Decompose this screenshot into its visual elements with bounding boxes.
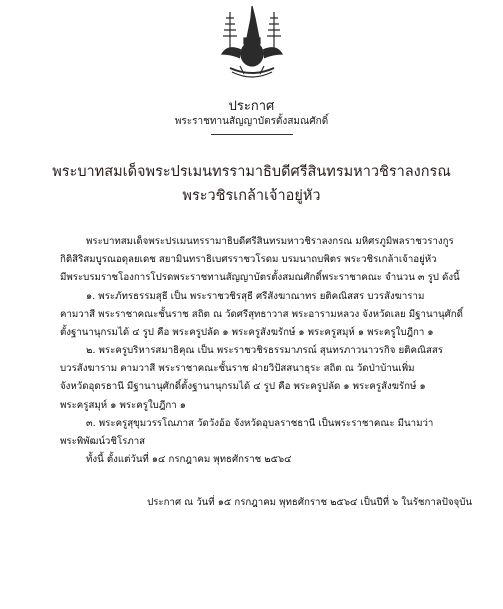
item-3-line: ๓. พระครูสุขุมวรรโณภาส วัดวังอ้อ จังหวัดอุบลราชธานี เป็นพระราชาคณะ มีนามว่า xyxy=(86,418,434,429)
thai-royal-emblem-icon xyxy=(216,4,288,84)
intro-line: กิติสิริสมบูรณอดุลยเดช สยามินทราธิเบศรราชวโรดม บรมนาถบพิตร พระวชิรเกล้าเจ้าอยู่หัว xyxy=(60,254,437,266)
heading-divider xyxy=(211,134,293,135)
intro-line: พระบาทสมเด็จพระปรเมนทรรามาธิบดีศรีสินทรมหาวชิราลงกรณ มหิศรภูมิพลราชวรางกูร xyxy=(86,236,454,247)
item-2-line: ๒. พระครูบริหารสมาธิคุณ เป็น พระราชวชิรธรรมาภรณ์ สุนทรภาวนาวรกิจ ยติคณิสสร xyxy=(86,345,443,356)
item-2-line: บวรสังฆาราม คามวาสี พระราชาคณะชั้นราช ฝ่ายวิปัสสนาธุระ สถิต ณ วัดป่าบ้านเพิ่ม xyxy=(60,363,415,375)
item-1-line: ตั้งฐานานุกรมได้ ๔ รูป คือ พระครูปลัด ๑ พระครูสังฆรักษ์ ๑ พระครูสมุห์ ๑ พระครูใบฎีกา ๑ xyxy=(60,327,434,339)
item-2-line: พระครูสมุห์ ๑ พระครูใบฎีกา ๑ xyxy=(60,399,186,411)
item-3-line: พระพิพัฒน์วชิโรภาส xyxy=(60,436,146,448)
king-title-line2: พระวชิรเกล้าเจ้าอยู่หัว xyxy=(182,188,321,204)
item-2-paragraph xyxy=(60,342,472,415)
king-title-line1: พระบาทสมเด็จพระปรเมนทรรามาธิบดีศรีสินทรมหาวชิราลงกรณ xyxy=(52,164,451,180)
intro-line: มีพระบรมราชโองการโปรดพระราชทานสัญญาบัตรตั้งสมณศักดิ์พระราชาคณะ จำนวน ๓ รูป ดังนี้ xyxy=(60,272,460,284)
item-3-paragraph xyxy=(60,415,472,470)
item-1-line: ๑. พระภัทรธรรมสุธี เป็น พระราชวชิรสุธี ศรีสังฆาณาทร ยติคณิสสร บวรสังฆาราม xyxy=(86,291,425,302)
effective-date: ทั้งนี้ ตั้งแต่วันที่ ๑๔ กรกฎาคม พุทธศักราช ๒๕๖๔ xyxy=(86,454,292,466)
announcement-date: ประกาศ ณ วันที่ ๑๕ กรกฎาคม พุทธศักราช ๒๕๖๔ เป็นปีที่ ๖ ในรัชกาลปัจจุบัน xyxy=(147,497,472,508)
item-2-line: จังหวัดอุดรธานี มีฐานานุศักดิ์ตั้งฐานานุกรมได้ ๔ รูป คือ พระครูปลัด ๑ พระครูสังฆรักษ์ ๑ xyxy=(60,381,426,393)
announcement-subtitle: พระราชทานสัญญาบัตรตั้งสมณศักดิ์ xyxy=(174,116,329,127)
intro-paragraph xyxy=(60,233,472,288)
announcement-heading: ประกาศ xyxy=(228,99,275,114)
item-1-line: คามวาสี พระราชาคณะชั้นราช สถิต ณ วัดศรีสุทธาวาส พระอารามหลวง จังหวัดเลย มีฐานานุศักดิ์ xyxy=(60,309,463,321)
item-1-paragraph xyxy=(60,288,472,343)
